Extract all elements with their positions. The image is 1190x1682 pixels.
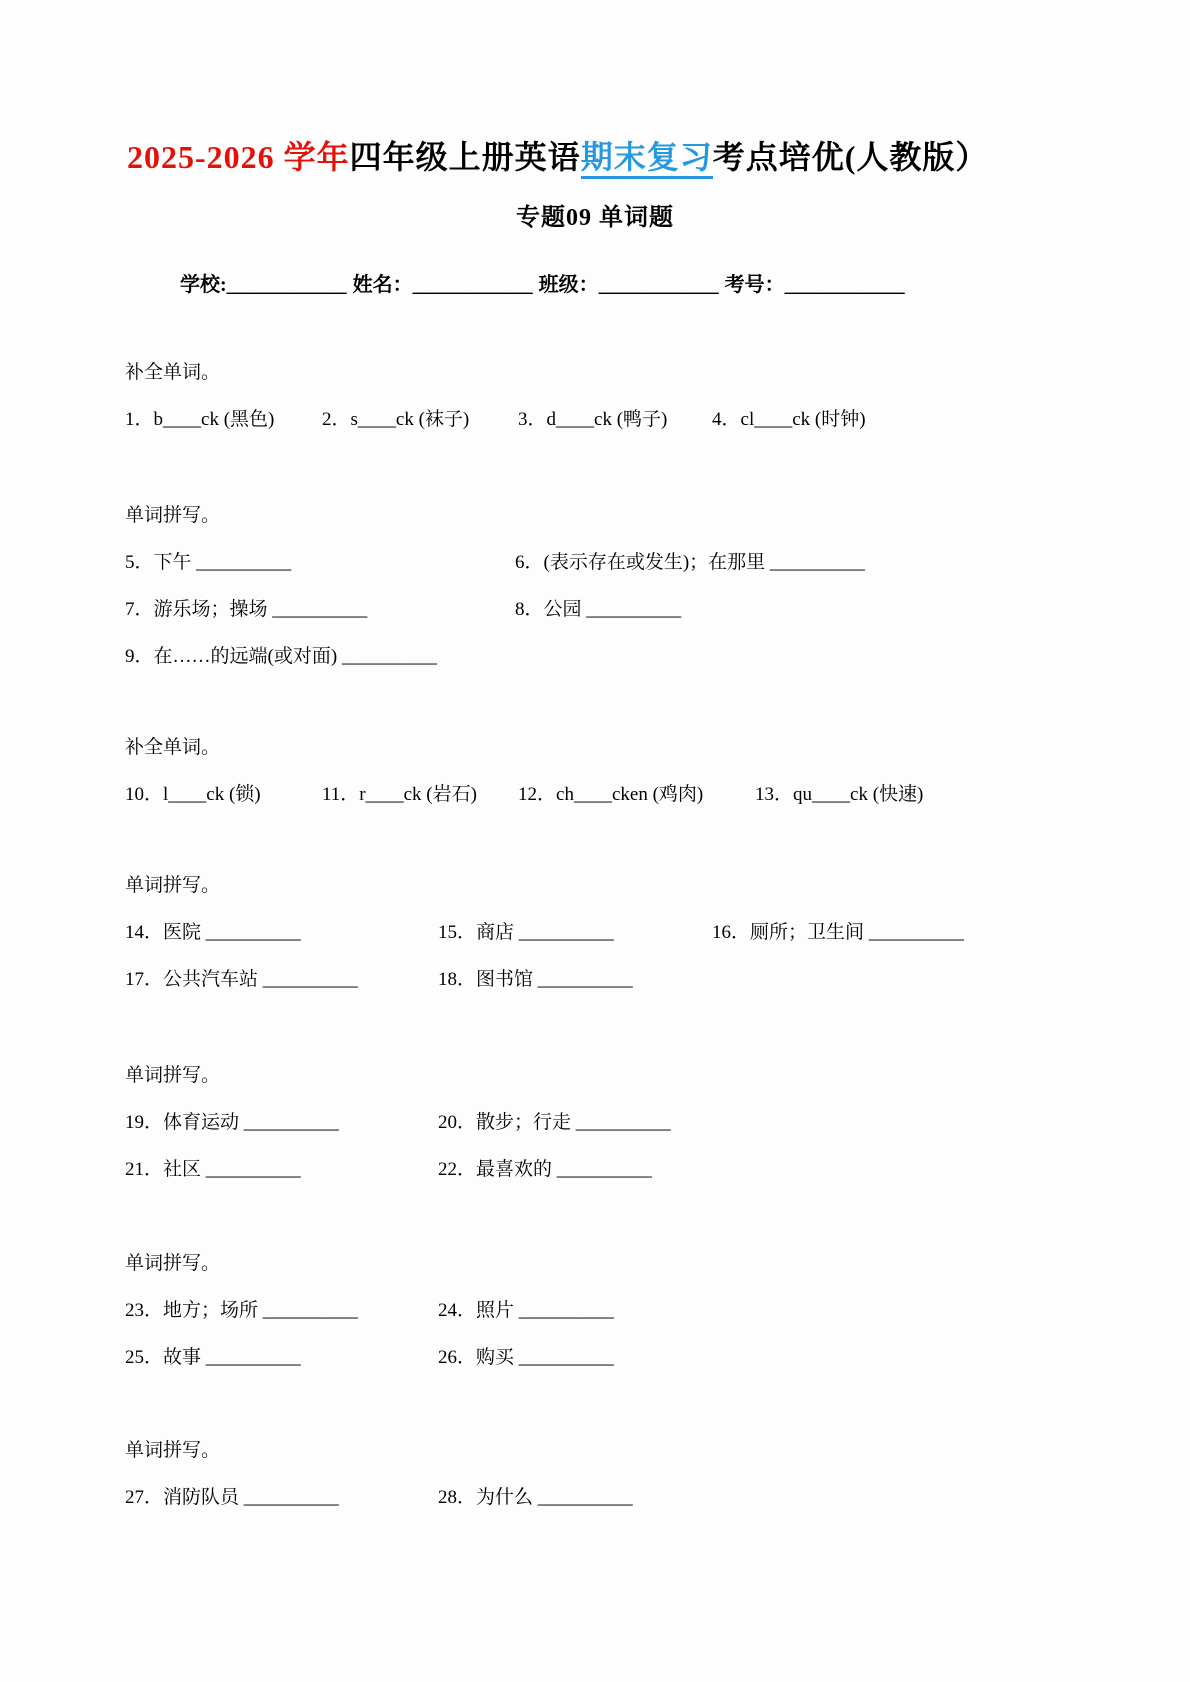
question-row (125, 1110, 1150, 1136)
question-item-24 (438, 1298, 614, 1324)
section-heading: 单词拼写。 (125, 1065, 221, 1086)
class-label: 班级： (538, 274, 599, 296)
question-item-8 (515, 597, 681, 623)
question-number: 19． (125, 1112, 164, 1133)
question-item-28 (438, 1485, 633, 1511)
question-number: 16． (712, 922, 751, 943)
question-item-12 (518, 782, 755, 808)
question-row (125, 407, 1150, 433)
question-number: 13． (755, 784, 794, 805)
title-exam-review-highlight: 期末复习 (581, 139, 713, 179)
exam-number-blank: ____________ (784, 274, 905, 296)
question-number: 11． (322, 784, 360, 805)
section-complete-words-2 (125, 735, 1150, 808)
question-row (125, 1157, 1150, 1183)
question-item-27 (125, 1485, 438, 1511)
section-word-spelling-4 (125, 1251, 1150, 1371)
question-text: 消防队员 __________ (163, 1487, 339, 1508)
question-item-17 (125, 967, 438, 993)
question-text: 游乐场；操场 __________ (153, 599, 368, 620)
question-text: 下午 __________ (153, 552, 292, 573)
section-heading: 单词拼写。 (125, 1440, 221, 1461)
school-label: 学校: (180, 274, 227, 296)
question-item-11 (322, 782, 518, 808)
question-item-5 (125, 550, 515, 576)
question-text: 公共汽车站 __________ (163, 969, 358, 990)
question-item-2 (322, 407, 518, 433)
question-number: 4． (712, 409, 741, 430)
question-number: 22． (438, 1159, 477, 1180)
question-row (125, 1485, 1150, 1511)
title-suffix: 考点培优(人教版） (712, 139, 989, 175)
question-row (125, 597, 1150, 623)
question-number: 9． (125, 646, 154, 667)
question-item-16 (712, 920, 964, 946)
question-item-10 (125, 782, 322, 808)
question-number: 14． (125, 922, 164, 943)
question-text: s____ck (袜子) (350, 409, 470, 430)
question-text: 社区 __________ (163, 1159, 301, 1180)
question-number: 20． (438, 1112, 477, 1133)
section-word-spelling-5 (125, 1438, 1150, 1511)
question-text: 故事 __________ (163, 1347, 301, 1368)
question-item-15 (438, 920, 712, 946)
question-text: 体育运动 __________ (163, 1112, 339, 1133)
question-number: 1． (125, 409, 154, 430)
name-blank: ____________ (412, 274, 533, 296)
question-number: 12． (518, 784, 557, 805)
question-text: 为什么 __________ (476, 1487, 633, 1508)
question-item-13 (755, 782, 923, 808)
section-heading: 补全单词。 (125, 737, 221, 758)
question-row (125, 1345, 1150, 1371)
question-item-22 (438, 1157, 652, 1183)
question-text: 商店 __________ (476, 922, 614, 943)
title-grade-subject: 四年级上册英语 (349, 139, 581, 175)
question-number: 24． (438, 1300, 477, 1321)
question-text: 在……的远端(或对面) __________ (153, 646, 437, 667)
class-blank: ____________ (598, 274, 719, 296)
question-row (125, 967, 1150, 993)
question-number: 28． (438, 1487, 477, 1508)
question-text: ch____cken (鸡肉) (556, 784, 704, 805)
question-number: 2． (322, 409, 351, 430)
question-number: 26． (438, 1347, 477, 1368)
question-item-20 (438, 1110, 671, 1136)
question-row (125, 920, 1150, 946)
question-number: 7． (125, 599, 154, 620)
question-number: 3． (518, 409, 547, 430)
question-item-25 (125, 1345, 438, 1371)
question-text: qu____ck (快速) (793, 784, 924, 805)
section-heading: 单词拼写。 (125, 505, 221, 526)
question-text: 照片 __________ (476, 1300, 614, 1321)
question-text: (表示存在或发生)；在那里 __________ (543, 552, 865, 573)
topic-subtitle: 专题09 单词题 (516, 205, 674, 231)
section-word-spelling-1 (125, 503, 1150, 670)
question-row (125, 782, 1150, 808)
student-info-line (180, 268, 1130, 297)
question-number: 17． (125, 969, 164, 990)
question-number: 10． (125, 784, 164, 805)
question-number: 15． (438, 922, 477, 943)
section-heading: 单词拼写。 (125, 875, 221, 896)
question-number: 25． (125, 1347, 164, 1368)
question-text: 医院 __________ (163, 922, 301, 943)
question-text: 图书馆 __________ (476, 969, 633, 990)
question-item-21 (125, 1157, 438, 1183)
question-text: l____ck (锁) (163, 784, 261, 805)
question-text: b____ck (黑色) (153, 409, 275, 430)
question-text: d____ck (鸭子) (546, 409, 668, 430)
question-item-14 (125, 920, 438, 946)
question-number: 21． (125, 1159, 164, 1180)
question-number: 5． (125, 552, 154, 573)
question-number: 23． (125, 1300, 164, 1321)
question-text: 散步；行走 __________ (476, 1112, 671, 1133)
school-blank: ____________ (226, 274, 347, 296)
question-item-9 (125, 644, 437, 670)
question-text: 最喜欢的 __________ (476, 1159, 652, 1180)
question-row (125, 1298, 1150, 1324)
question-text: 地方；场所 __________ (163, 1300, 358, 1321)
question-text: cl____ck (时钟) (740, 409, 866, 430)
question-text: 公园 __________ (543, 599, 682, 620)
question-item-6 (515, 550, 865, 576)
question-item-7 (125, 597, 515, 623)
section-word-spelling-2 (125, 873, 1150, 993)
name-label: 姓名： (352, 274, 413, 296)
question-row (125, 644, 1150, 670)
exam-number-label: 考号： (724, 274, 785, 296)
question-item-4 (712, 407, 866, 433)
question-item-3 (518, 407, 712, 433)
question-number: 27． (125, 1487, 164, 1508)
title-academic-year: 2025-2026 学年 (127, 139, 350, 175)
section-word-spelling-3 (125, 1063, 1150, 1183)
question-number: 18． (438, 969, 477, 990)
page-title (127, 132, 1160, 178)
question-item-23 (125, 1298, 438, 1324)
section-complete-words-1 (125, 360, 1150, 433)
question-text: r____ck (岩石) (359, 784, 477, 805)
question-item-18 (438, 967, 633, 993)
question-text: 厕所；卫生间 __________ (750, 922, 964, 943)
question-item-19 (125, 1110, 438, 1136)
question-item-26 (438, 1345, 614, 1371)
question-number: 6． (515, 552, 544, 573)
question-item-1 (125, 407, 322, 433)
section-heading: 单词拼写。 (125, 1253, 221, 1274)
question-number: 8． (515, 599, 544, 620)
question-text: 购买 __________ (476, 1347, 614, 1368)
question-row (125, 550, 1150, 576)
section-heading: 补全单词。 (125, 362, 221, 383)
